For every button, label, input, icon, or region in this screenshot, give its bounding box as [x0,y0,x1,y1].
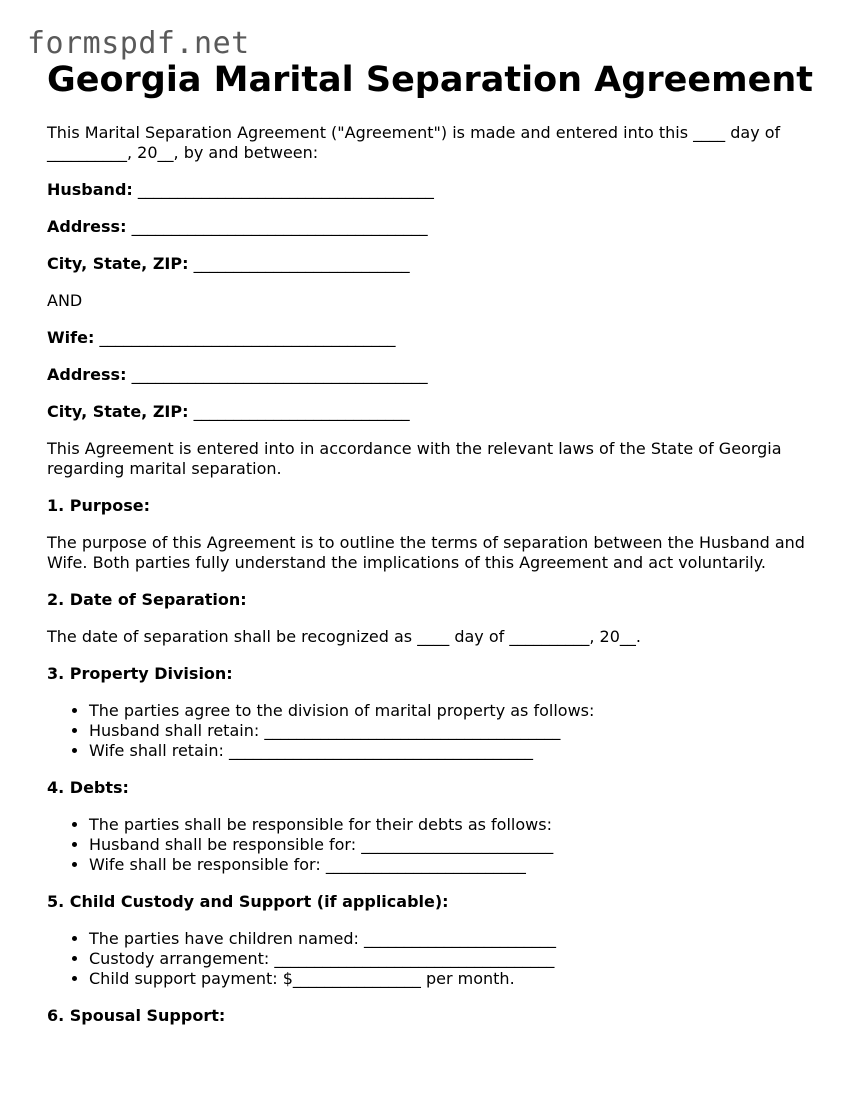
date-paragraph: The date of separation shall be recognized as ____ day of __________, 20__. [47,627,641,646]
page-title: Georgia Marital Separation Agreement [47,60,813,100]
intro-paragraph: This Marital Separation Agreement ("Agreement") is made and entered into this ____ day of __________, 20__, by and between: [47,123,781,162]
husband-name-field[interactable] [47,180,822,200]
field-label: Address: [47,217,127,236]
debts-list [47,815,822,875]
purpose-paragraph: The purpose of this Agreement is to outline the terms of separation between the Husband and Wife. Both parties fully understand the implications of this Agreement and act voluntarily. [47,533,805,572]
section-heading-debts: 4. Debts: [47,778,129,797]
wife-city-field[interactable] [47,402,822,422]
field-label: City, State, ZIP: [47,254,189,273]
field-label: Husband: [47,180,133,199]
list-item[interactable]: • The parties have children named: ________________________ [89,929,822,949]
blank-line: _____________________________________ [99,328,396,347]
wife-name-field[interactable] [47,328,822,348]
accordance-paragraph: This Agreement is entered into in accordance with the relevant laws of the State of Georgia regarding marital separation. [47,439,782,478]
field-label: City, State, ZIP: [47,402,189,421]
list-item[interactable]: • Husband shall be responsible for: ________________________ [89,835,822,855]
field-label: Wife: [47,328,95,347]
field-label: Address: [47,365,127,384]
list-item: • The parties shall be responsible for their debts as follows: [89,815,822,835]
document-body [47,123,822,1043]
list-item[interactable]: • Wife shall retain: ______________________________________ [89,741,822,761]
section-heading-custody: 5. Child Custody and Support (if applicable): [47,892,449,911]
husband-city-field[interactable] [47,254,822,274]
blank-line: _____________________________________ [131,217,428,236]
custody-list [47,929,822,989]
husband-address-field[interactable] [47,217,822,237]
list-item[interactable]: • Husband shall retain: _____________________________________ [89,721,822,741]
blank-line: _____________________________________ [131,365,428,384]
list-item: • The parties agree to the division of marital property as follows: [89,701,822,721]
blank-line: ___________________________ [193,402,410,421]
watermark: formspdf.net [27,26,250,61]
list-item[interactable]: • Wife shall be responsible for: _________________________ [89,855,822,875]
section-heading-purpose: 1. Purpose: [47,496,151,515]
list-item[interactable]: • Custody arrangement: ___________________________________ [89,949,822,969]
and-text: AND [47,291,83,310]
section-heading-spousal: 6. Spousal Support: [47,1006,226,1025]
section-heading-property: 3. Property Division: [47,664,233,683]
list-item[interactable]: • Child support payment: $________________ per month. [89,969,822,989]
blank-line: _____________________________________ [137,180,434,199]
section-heading-date: 2. Date of Separation: [47,590,247,609]
blank-line: ___________________________ [193,254,410,273]
wife-address-field[interactable] [47,365,822,385]
property-list [47,701,822,761]
